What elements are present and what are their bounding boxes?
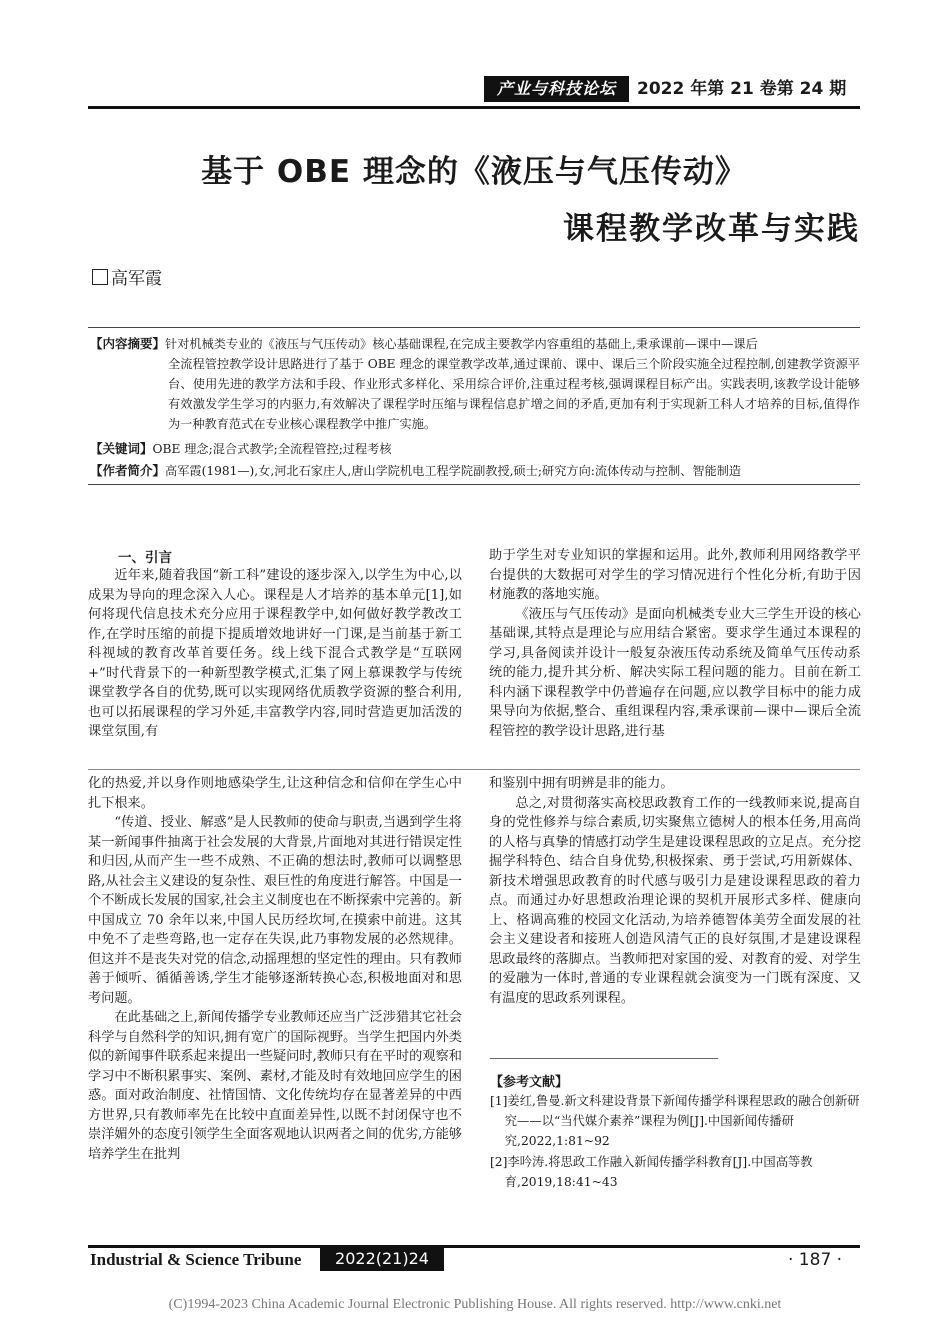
abstract	[90, 334, 860, 434]
paragraph: “传道、授业、解惑”是人民教师的使命与职责,当遇到学生将某一新闻事件抽离于社会发展的大背景,片面地对其进行错误定性和归因,从而产生一些不成熟、不正确的想法时,教师可以调整思路,从社会主义建设的复杂性、艰巨性的角度进行解答。中国是一个不断成长发展的国家,社会主义制度也在不断探索中完善的。新中国成立 70 余年以来,中国人民历经坎坷,在摸索中前进。这其中免不了走些弯路,也一定存在失误,此乃事物发展的必然规律。但这并不是丧失对党的信念,动摇理想的坚定性的理由。只有教师善于倾听、循循善诱,学生才能够逐渐转换心态,积极地面对和思考问题。	[88, 815, 462, 1006]
lower-left-column	[88, 774, 462, 1164]
upper-right-column	[489, 546, 861, 741]
upper-left-column	[88, 566, 462, 742]
reference-item: [1]姜红,鲁曼.新文科建设背景下新闻传播学科课程思政的融合创新研究——以“当代媒介素养”课程为例[J].中国新闻传播研究,2022,1:81~92	[490, 1094, 860, 1148]
section-heading-introduction: 一、引言	[118, 550, 172, 566]
paragraph: 化的热爱,并以身作则地感染学生,让这种信念和信仰在学生心中扎下根来。	[88, 776, 462, 811]
footer-issue-box: 2022(21)24	[320, 1247, 444, 1271]
keywords-text: OBE 理念;混合式教学;全流程管控;过程考核	[152, 442, 392, 456]
keywords	[90, 439, 860, 459]
issue-number: 2022 年第 21 卷第 24 期	[637, 79, 847, 99]
paragraph: 在此基础之上,新闻传播学专业教师还应当广泛涉猎其它社会科学与自然科学的知识,拥有宽广的国际视野。当学生把国内外类似的新闻事件联系起来提出一些疑问时,教师只有在平时的观察和学习中不断积累事实、案例、素材,才能及时有效地回应学生的困惑。面对政治制度、社情国情、文化传统均存在显著差异的中西方世界,只有教师率先在比较中直面差异性,以既不封闭保守也不崇洋媚外的态度引领学生全面客观地认识两者之间的优劣,方能够培养学生在批判	[88, 1010, 462, 1162]
header-divider	[88, 106, 860, 109]
abstract-bottom-rule	[88, 484, 860, 485]
page-split-divider	[88, 769, 860, 770]
page-number: · 187 ·	[788, 1250, 843, 1270]
reference-item: [2]李吟涛.将思政工作融入新闻传播学科教育[J].中国高等教育,2019,18:41~43	[490, 1155, 813, 1189]
author-info	[90, 461, 860, 481]
lower-right-column	[489, 774, 861, 1008]
references-list	[490, 1091, 860, 1193]
footer-divider	[88, 1245, 860, 1248]
abstract-first-line: 针对机械类专业的《液压与气压传动》核心基础课程,在完成主要教学内容重组的基础上,秉承课前—课中—课后	[165, 337, 758, 351]
abstract-body: 全流程管控教学设计思路进行了基于 OBE 理念的课堂教学改革,通过课前、课中、课后三个阶段实施全过程控制,创建教学资源平台、使用先进的教学方法和手段、作业形式多样化、采用综合评价,注重过程考核,强调课程目标产出。实践表明,该教学设计能够有效激发学生学习的内驱力,有效解决了课程学时压缩与课程信息扩增之间的矛盾,更加有利于实现新工科人才培养的目标,值得作为一种教育范式在专业核心课程教学中推广实施。	[168, 357, 860, 431]
author-name: 高军霞	[111, 269, 162, 289]
abstract-label: 【内容摘要】	[90, 336, 166, 351]
paragraph: 助于学生对专业知识的掌握和运用。此外,教师利用网络教学平台提供的大数据可对学生的学习情况进行个性化分析,有助于因材施教的落地实施。	[489, 548, 861, 602]
paragraph: 总之,对贯彻落实高校思政教育工作的一线教师来说,提高自身的党性修养与综合素质,切实聚焦立德树人的根本任务,用高尚的人格与真挚的情感打动学生是建设课程思政的立足点。充分挖掘学科特色、结合自身优势,积极探索、勇于尝试,巧用新媒体、新技术增强思政教育的时代感与吸引力是建设课程思政的着力点。而通过办好思想政治理论课的契机开展形式多样、健康向上、格调高雅的校园文化活动,为培养德智体美劳全面发展的社会主义建设者和接班人创造风清气正的良好氛围,才是建设课程思政最终的落脚点。当教师把对家国的爱、对教育的爱、对学生的爱融为一体时,普通的专业课程就会演变为一门既有深度、又有温度的思政系列课程。	[489, 795, 861, 1006]
copyright-notice: (C)1994-2023 China Academic Journal Electronic Publishing House. All rights reserved. http://www.cnki.net	[168, 1297, 782, 1312]
author-info-label: 【作者简介】	[90, 463, 166, 478]
references-heading: 【参考文献】	[490, 1075, 569, 1090]
abstract-top-rule	[88, 327, 860, 328]
author-box-icon	[92, 269, 108, 285]
keywords-label: 【关键词】	[90, 441, 153, 456]
paragraph: 和鉴别中拥有明辨是非的能力。	[489, 776, 674, 791]
article-title-line-1: 基于 OBE 理念的《液压与气压传动》	[201, 154, 747, 190]
article-title-line-2: 课程教学改革与实践	[563, 211, 860, 247]
paragraph: 《液压与气压传动》是面向机械类专业大三学生开设的核心基础课,其特点是理论与应用结合紧密。要求学生通过本课程的学习,具备阅读并设计一般复杂液压传动系统及简单气压传动系统的能力,提升其分析、解决实际工程问题的能力。目前在新工科内涵下课程教学中仍普遍存在问题,应以教学目标中的能力成果导向为依据,整合、重组课程内容,秉承课前—课中—课后全流程管控的教学设计思路,进行基	[489, 606, 861, 739]
references-divider	[490, 1058, 718, 1059]
author-line	[92, 264, 162, 289]
journal-name-tag: 产业与科技论坛	[484, 76, 629, 102]
journal-english-name: Industrial & Science Tribune	[90, 1250, 302, 1269]
paragraph: 近年来,随着我国“新工科”建设的逐步深入,以学生为中心,以成果为导向的理念深入人心。课程是人才培养的基本单元[1],如何将现代信息技术充分应用于课程教学中,如何做好教学教改工作,在学时压缩的前提下提质增效地讲好一门课,是当前基于新工科视域的教育改革首要任务。线上线下混合式教学是“互联网+”时代背景下的一种新型教学模式,汇集了网上慕课教学与传统课堂教学各自的优势,既可以实现网络优质教学资源的整合利用,也可以拓展课程的学习外延,丰富教学内容,同时营造更加活泼的课堂氛围,有	[88, 568, 462, 739]
author-info-text: 高军霞(1981—),女,河北石家庄人,唐山学院机电工程学院副教授,硕士;研究方向:流体传动与控制、智能制造	[165, 464, 742, 478]
